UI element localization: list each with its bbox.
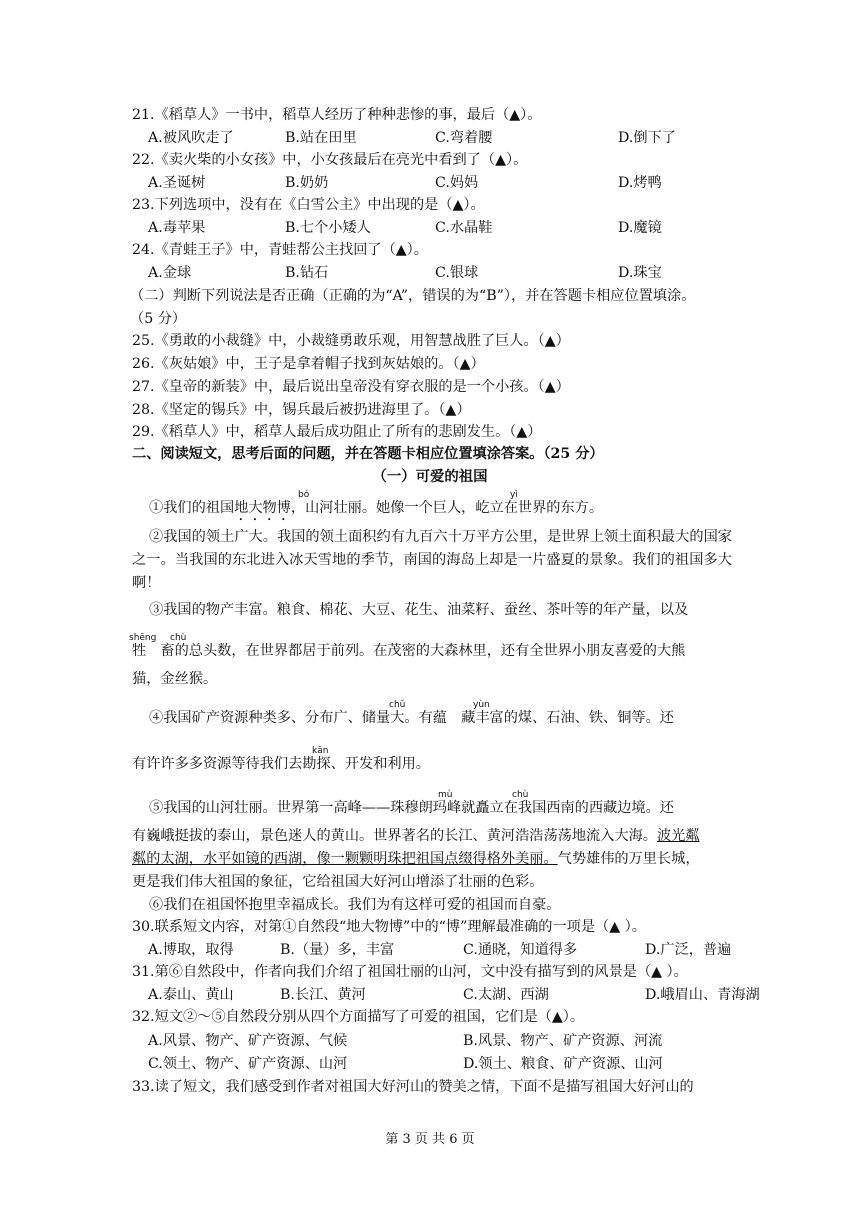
paragraph-2: ②我国的领土广大。我国的领土面积约有九百六十万平方公里，是世界上领土面积最大的国家之一。当我国的东北进入冰天雪地的季节，南国的海岛上却是一片盛夏的景象。我们的祖国多大啊！ <box>132 529 732 591</box>
q22-option-c: C.妈妈 <box>435 175 479 191</box>
pinyin-yun: yùn <box>473 700 490 710</box>
para1-emphasis: 地大物博 <box>234 500 291 516</box>
para1-text-a: ①我们的祖国 <box>149 500 235 516</box>
pinyin-kan: kān <box>312 746 329 756</box>
para1-text-d: 屹立在世界的东方。 <box>475 500 604 516</box>
q31-option-b: B.长江、黄河 <box>280 987 366 1003</box>
question-26: 26.《灰姑娘》中，王子是拿着帽子找到灰姑娘的。（▲） <box>132 356 485 372</box>
question-25: 25.《勇敢的小裁缝》中，小裁缝勇敢乐观，用智慧战胜了巨人。（▲） <box>132 333 570 349</box>
paragraph-5-line-3 <box>132 849 700 869</box>
pinyin-yi: yì <box>510 490 518 500</box>
q32-option-c: C.领土、物产、矿产资源、山河 <box>148 1056 348 1072</box>
question-22-stem: 22.《卖火柴的小女孩》中，小女孩最后在亮光中看到了（▲）。 <box>132 152 528 168</box>
paragraph-1 <box>149 498 603 524</box>
q24-option-b: B.钻石 <box>285 265 329 281</box>
paragraph-3-line-2: 牲 畜的总头数，在世界都居于前列。在茂密的大森林里，还有全世界小朋友喜爱的大熊 <box>132 643 686 659</box>
question-24-stem: 24.《青蛙王子》中，青蛙帮公主找回了（▲）。 <box>132 242 428 258</box>
q24-option-a: A.金球 <box>148 265 192 281</box>
question-30-stem: 30.联系短文内容，对第①自然段“地大物博”中的“博”理解最准确的一项是（▲ ）。 <box>132 919 646 935</box>
q31-option-a: A.泰山、黄山 <box>148 987 234 1003</box>
para1-text-c: ，山河壮丽。她像一个巨人， <box>290 500 476 516</box>
part2-score: （5 分） <box>130 311 187 327</box>
pinyin-sheng: shēng <box>129 633 157 643</box>
q32-option-b: B.风景、物产、矿产资源、河流 <box>463 1033 663 1049</box>
q30-option-b: B.（量）多，丰富 <box>280 942 395 958</box>
q22-option-d: D.烤鸭 <box>618 175 662 191</box>
paragraph-6: ⑥我们在祖国怀抱里幸福成长。我们为有这样可爱的祖国而自豪。 <box>149 897 561 913</box>
pinyin-mu: mù <box>438 790 453 800</box>
q24-option-c: C.银球 <box>435 265 479 281</box>
q31-option-d: D.峨眉山、青海湖 <box>645 987 760 1003</box>
pinyin-chu-store: chǔ <box>389 700 406 710</box>
question-33-stem: 33.读了短文，我们感受到作者对祖国大好河山的赞美之情，下面不是描写祖国大好河山的 <box>132 1079 694 1095</box>
paragraph-5-line-2 <box>132 826 700 846</box>
paragraph-3-line-1: ③我国的物产丰富。粮食、棉花、大豆、花生、油菜籽、蚕丝、茶叶等的年产量，以及 <box>149 602 689 618</box>
q22-option-a: A.圣诞树 <box>148 175 206 191</box>
question-28: 28.《坚定的锡兵》中，锡兵最后被扔进海里了。（▲） <box>132 402 471 418</box>
pinyin-bo: bó <box>298 490 310 500</box>
paragraph-4-line-2: 有许许多多资源等待我们去勘探、开发和利用。 <box>132 756 430 772</box>
q23-option-d: D.魔镜 <box>618 220 662 236</box>
question-21-stem: 21.《稻草人》一书中，稻草人经历了种种悲惨的事，最后（▲）。 <box>132 107 542 123</box>
q30-option-a: A.博取，取得 <box>148 942 234 958</box>
question-23-stem: 23.下列选项中，没有在《白雪公主》中出现的是（▲）。 <box>132 197 485 213</box>
q21-option-d: D.倒下了 <box>618 130 676 146</box>
q32-option-d: D.领土、粮食、矿产资源、山河 <box>463 1056 663 1072</box>
q22-option-b: B.奶奶 <box>285 175 329 191</box>
para5-underlined-3a: 粼的太湖，水平如镜的西湖，像一颗颗明珠把祖国点缀得格外美丽。 <box>132 851 558 867</box>
paragraph-5-line-4: 更是我们伟大祖国的象征，它给祖国大好河山增添了壮丽的色彩。 <box>132 874 544 890</box>
para5-underlined-2b: 波光粼 <box>656 828 700 844</box>
page-number: 第 3 页 共 6 页 <box>385 1132 475 1147</box>
q30-option-c: C.通晓，知道得多 <box>463 942 578 958</box>
question-31-stem: 31.第⑥自然段中，作者向我们介绍了祖国壮丽的山河，文中没有描写到的风景是（▲ ）。 <box>132 964 688 980</box>
q32-option-a: A.风景、物产、矿产资源、气候 <box>148 1033 348 1049</box>
q24-option-d: D.珠宝 <box>618 265 662 281</box>
part2-instructions: （二）判断下列说法是否正确（正确的为“A”，错误的为“B”），并在答题卡相应位置填涂。 <box>130 288 696 304</box>
pinyin-chu-stand: chù <box>512 790 529 800</box>
section-2-title: 二、阅读短文，思考后面的问题，并在答题卡相应位置填涂答案。（25 分） <box>132 446 604 462</box>
q30-option-d: D.广泛，普遍 <box>645 942 732 958</box>
q21-option-a: A.被风吹走了 <box>148 130 234 146</box>
q23-option-c: C.水晶鞋 <box>435 220 493 236</box>
q23-option-a: A.毒苹果 <box>148 220 206 236</box>
paragraph-5-line-1: ⑤我国的山河壮丽。世界第一高峰——珠穆朗玛峰就矗立在我国西南的西藏边境。还 <box>149 800 674 816</box>
pinyin-chu: chù <box>170 633 187 643</box>
q21-option-c: C.弯着腰 <box>435 130 493 146</box>
question-27: 27.《皇帝的新装》中，最后说出皇帝没有穿衣服的是一个小孩。（▲） <box>132 379 570 395</box>
question-29: 29.《稻草人》中，稻草人最后成功阻止了所有的悲剧发生。（▲） <box>132 424 542 440</box>
question-32-stem: 32.短文②～⑤自然段分别从四个方面描写了可爱的祖国，它们是（▲）。 <box>132 1009 585 1025</box>
para5-text-2a: 有巍峨挺拔的泰山，景色迷人的黄山。世界著名的长江、黄河浩浩荡荡地流入大海。 <box>132 828 657 844</box>
q31-option-c: C.太湖、西湖 <box>463 987 549 1003</box>
passage-title: （一）可爱的祖国 <box>372 468 488 485</box>
paragraph-4-line-1: ④我国矿产资源种类多、分布广、储量大。有蕴 藏丰富的煤、石油、铁、铜等。还 <box>149 710 674 726</box>
para5-text-3b: 气势雄伟的万里长城， <box>557 851 700 867</box>
q21-option-b: B.站在田里 <box>285 130 357 146</box>
paragraph-3-line-3: 猫，金丝猴。 <box>132 671 218 687</box>
q23-option-b: B.七个小矮人 <box>285 220 371 236</box>
